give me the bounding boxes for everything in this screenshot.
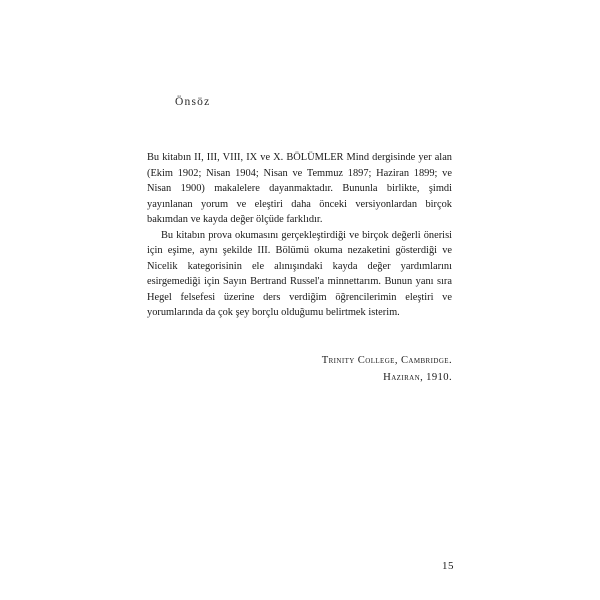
page-number: 15	[442, 560, 454, 572]
signature-location: Trinity College, Cambridge.	[321, 355, 452, 366]
signature-block	[322, 352, 452, 386]
page-title: Önsöz	[175, 96, 211, 108]
paragraph-2: Bu kitabın prova okumasını gerçekleştirdiği ve birçok değerli önerisi için eşime, aynı şekilde III. Bölümü okuma nezaketini gösterdiği ve Nicelik kategorisinin ele alınışındaki kayda değer yardımlarını esirgemediği için Sayın Bertrand Russel'a minnettarım. Bunun yanı sıra Hegel felsefesi üzerine ders verdiğim öğrencilerimin eleştiri ve yorumlarında da çok şey borçlu olduğumu belirtmek isterim.	[147, 229, 452, 318]
signature-date: Haziran, 1910.	[383, 372, 452, 383]
preface-body	[147, 150, 452, 321]
paragraph-1: Bu kitabın II, III, VIII, IX ve X. BÖLÜMLER Mind dergisinde yer alan (Ekim 1902; Nisan 1904; Nisan ve Temmuz 1897; Haziran 1899; ve Nisan 1900) makalelere dayanmaktadır. Bununla birlikte, şimdi yayınlanan yorum ve eleştiri daha önceki versiyonlardan birçok bakımdan ve kayda değer ölçüde farklıdır.	[147, 152, 452, 225]
